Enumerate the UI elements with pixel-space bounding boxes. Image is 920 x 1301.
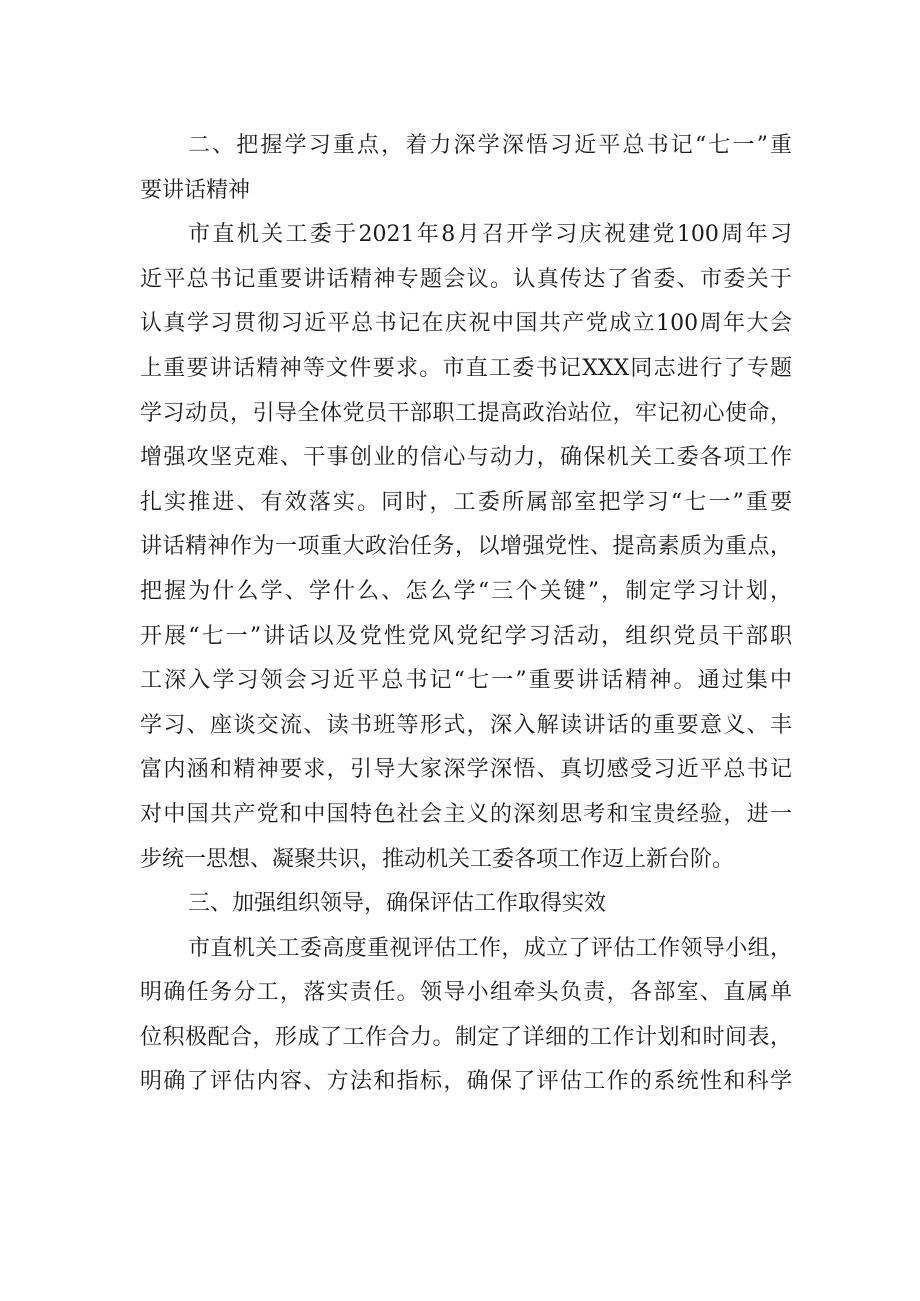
paragraph-line: 对中国共产党和中国特色社会主义的深刻思考和宝贵经验，进一 [140,801,792,827]
paragraph-line: 步统一思想、凝聚共识，推动机关工委各项工作迈上新台阶。 [140,846,735,872]
section-2-paragraph [140,213,792,882]
paragraph-line: 扎实推进、有效落实。同时，工委所属部室把学习“七一”重要 [140,489,792,515]
heading-line: 二、把握学习重点，着力深学深悟习近平总书记“七一”重 [188,133,792,158]
paragraph-line: 工深入学习领会习近平总书记“七一”重要讲话精神。通过集中 [140,668,792,694]
paragraph-line: 讲话精神作为一项重大政治任务，以增强党性、提高素质为重点， [140,534,792,560]
paragraph-line: 近平总书记重要讲话精神专题会议。认真传达了省委、市委关于 [140,266,792,292]
paragraph-line: 明确了评估内容、方法和指标，确保了评估工作的系统性和科学 [140,1069,792,1095]
section-3-heading [140,882,792,927]
paragraph-line: 学习、座谈交流、读书班等形式，深入解读讲话的重要意义、丰 [140,712,792,738]
section-2-heading [140,124,792,213]
paragraph-line: 位积极配合，形成了工作合力。制定了详细的工作计划和时间表， [140,1024,792,1050]
paragraph-line: 市直机关工委于2021年8月召开学习庆祝建党100周年习 [188,222,792,248]
paragraph-line: 开展“七一”讲话以及党性党风党纪学习活动，组织党员干部职 [140,623,792,649]
paragraph-line: 上重要讲话精神等文件要求。市直工委书记XXX同志进行了专题 [140,355,792,381]
paragraph-line: 市直机关工委高度重视评估工作，成立了评估工作领导小组， [188,935,792,961]
paragraph-line: 学习动员，引导全体党员干部职工提高政治站位，牢记初心使命， [140,400,792,426]
paragraph-line: 明确任务分工，落实责任。领导小组牵头负责，各部室、直属单 [140,980,792,1006]
heading-line: 三、加强组织领导，确保评估工作取得实效 [188,891,607,917]
paragraph-line: 认真学习贯彻习近平总书记在庆祝中国共产党成立100周年大会 [140,311,792,337]
heading-line: 要讲话精神 [140,177,251,203]
document-body [140,124,792,1105]
section-3-paragraph [140,927,792,1105]
paragraph-line: 增强攻坚克难、干事创业的信心与动力，确保机关工委各项工作 [140,445,792,471]
paragraph-line: 富内涵和精神要求，引导大家深学深悟、真切感受习近平总书记 [140,757,792,783]
paragraph-line: 把握为什么学、学什么、怎么学“三个关键”，制定学习计划， [140,578,792,604]
